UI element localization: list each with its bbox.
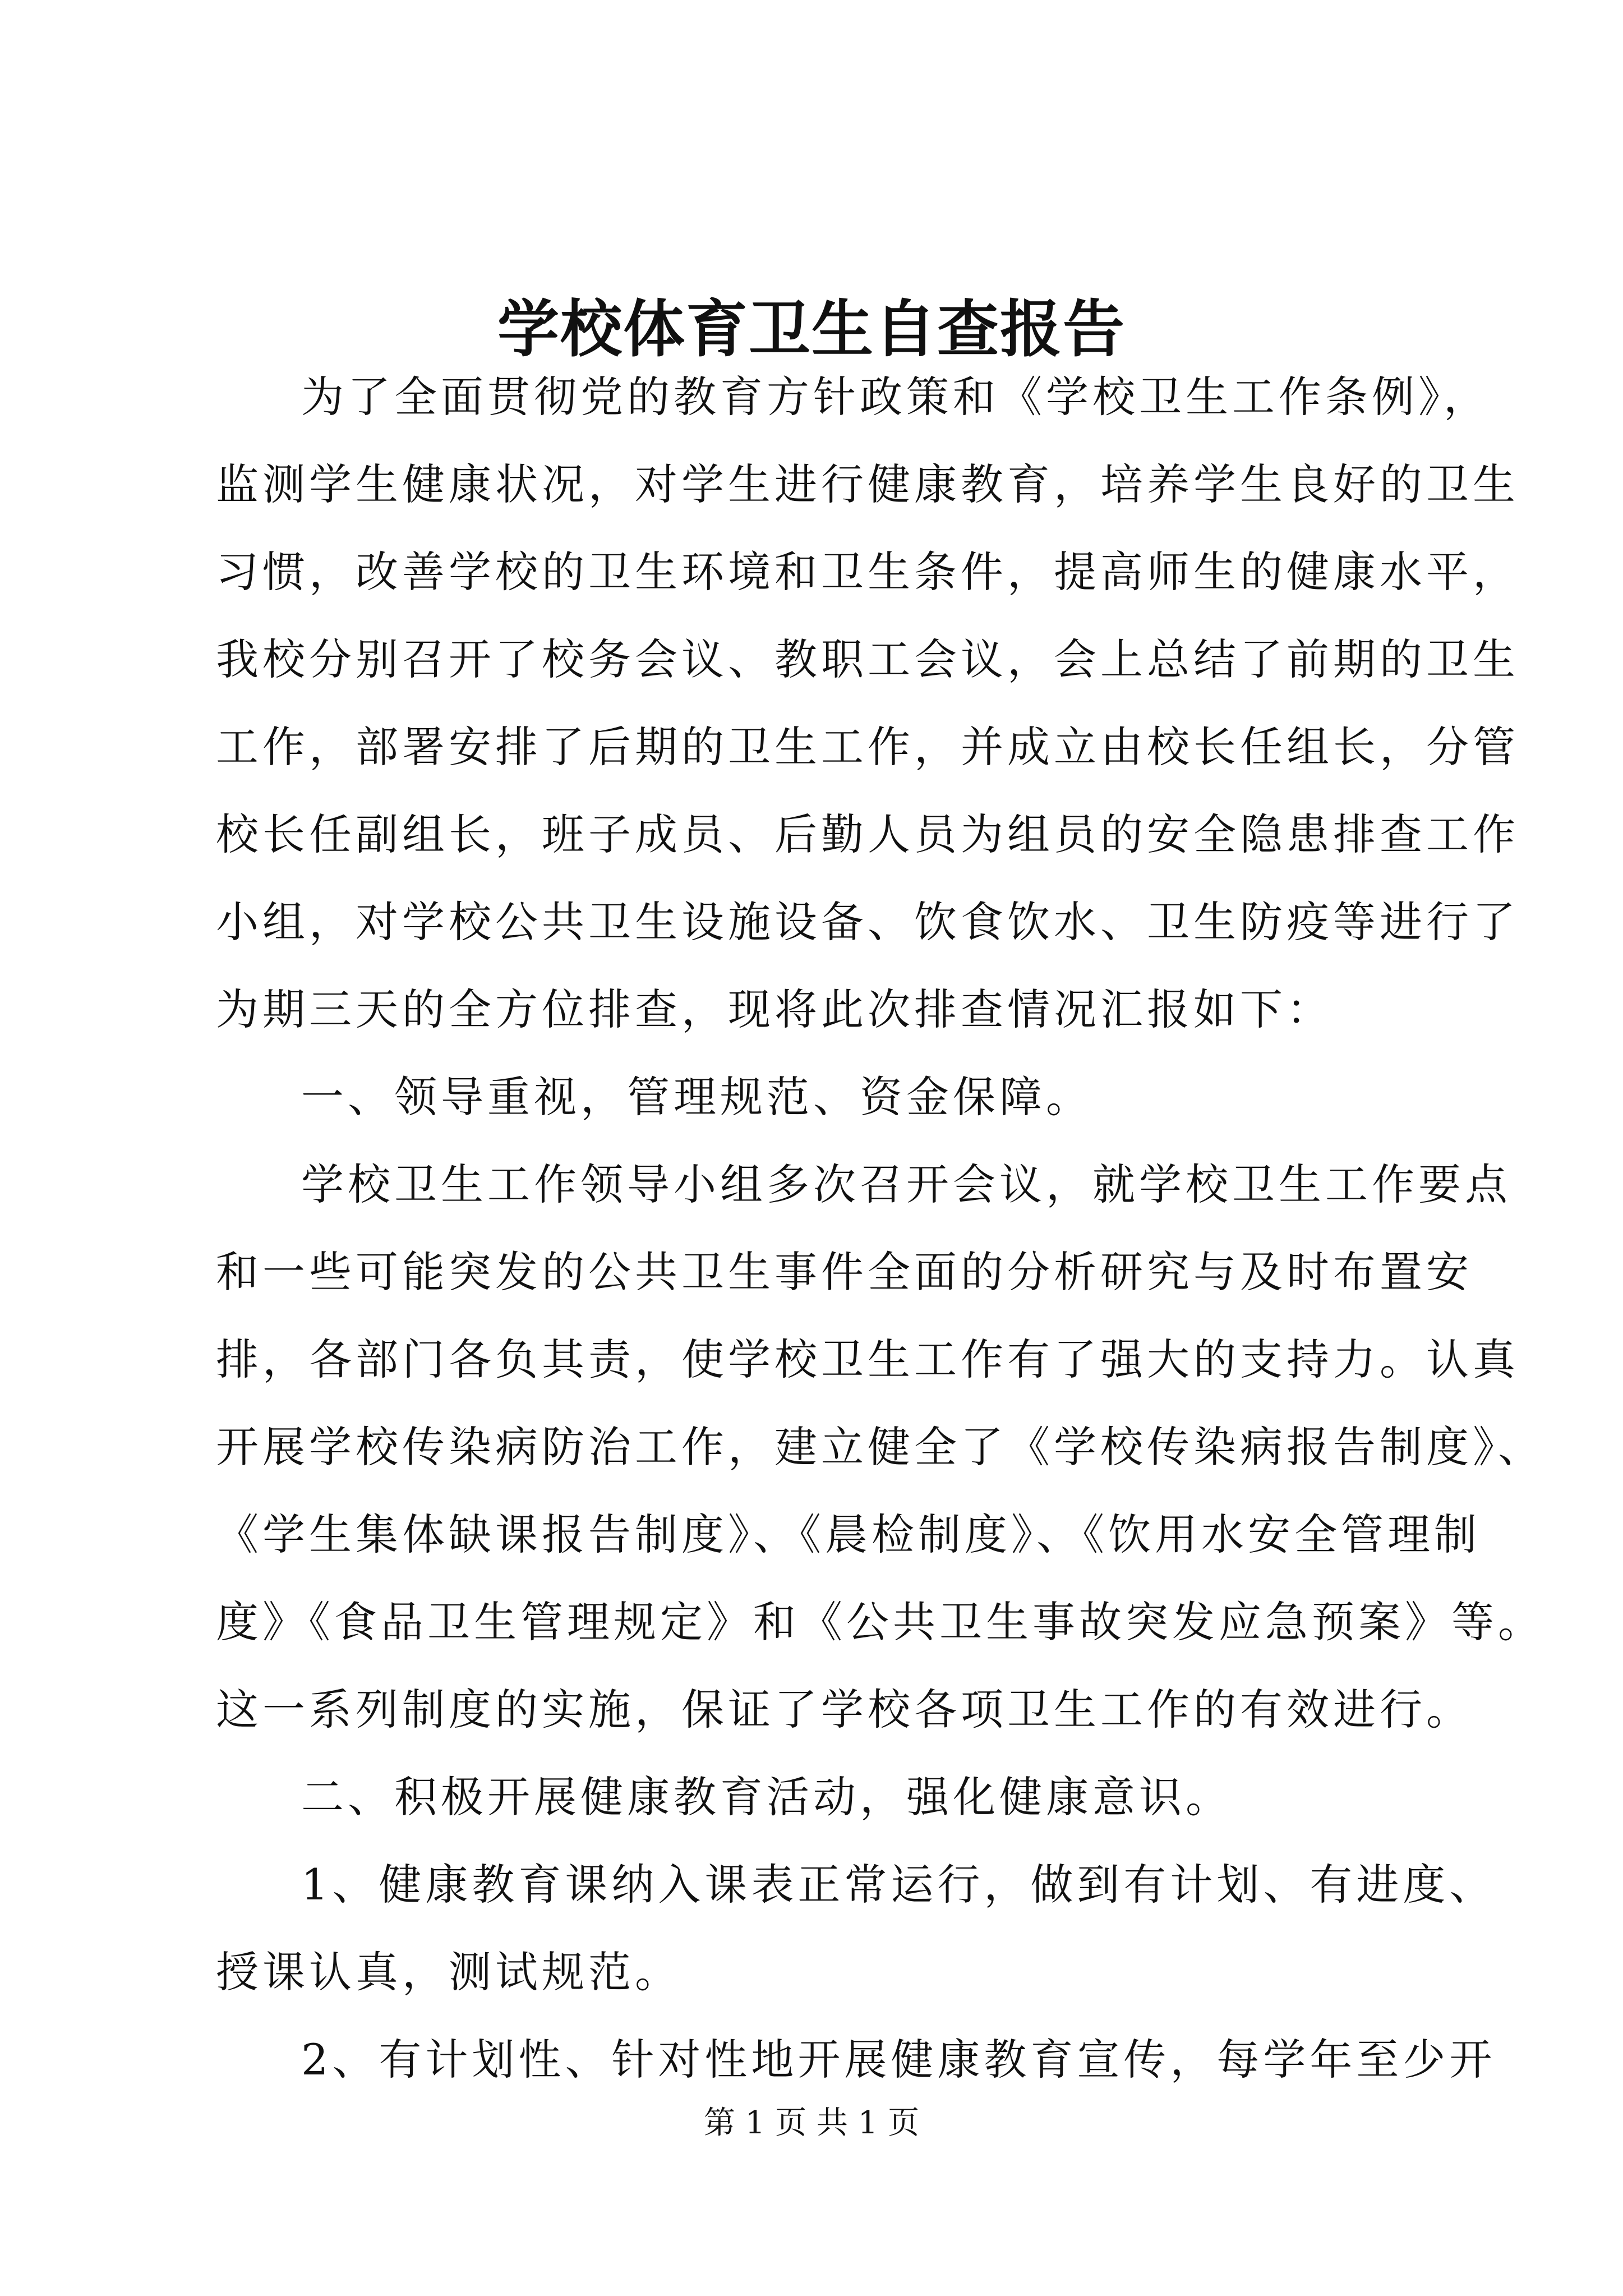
paragraph-line: 为了全面贯彻党的教育方针政策和《学校卫生工作条例》， bbox=[301, 372, 1490, 422]
paragraph-line: 学校卫生工作领导小组多次召开会议，就学校卫生工作要点 bbox=[301, 1159, 1511, 1209]
paragraph-line: 和一些可能突发的公共卫生事件全面的分析研究与及时布置安 bbox=[216, 1247, 1473, 1297]
paragraph-line: 小组，对学校公共卫生设施设备、饮食饮水、卫生防疫等进行了 bbox=[216, 897, 1519, 947]
paragraph-line: 《学生集体缺课报告制度》、《晨检制度》、《饮用水安全管理制 bbox=[216, 1510, 1481, 1559]
paragraph-line: 工作，部署安排了后期的卫生工作，并成立由校长任组长，分管 bbox=[216, 722, 1519, 772]
page-footer: 第 1 页 共 1 页 bbox=[703, 2105, 920, 2141]
paragraph-line: 校长任副组长，班子成员、后勤人员为组员的安全隐患排查工作 bbox=[216, 809, 1519, 859]
document-title: 学校体育卫生自查报告 bbox=[497, 293, 1126, 365]
paragraph-line: 我校分别召开了校务会议、教职工会议，会上总结了前期的卫生 bbox=[216, 634, 1519, 684]
list-item-line: 1、健康教育课纳入课表正常运行，做到有计划、有进度、 bbox=[301, 1860, 1496, 1910]
paragraph-line: 这一系列制度的实施，保证了学校各项卫生工作的有效进行。 bbox=[216, 1685, 1473, 1734]
paragraph-line: 监测学生健康状况，对学生进行健康教育，培养学生良好的卫生 bbox=[216, 459, 1519, 509]
paragraph-line: 排，各部门各负其责，使学校卫生工作有了强大的支持力。认真 bbox=[216, 1335, 1519, 1384]
paragraph-line: 习惯，改善学校的卫生环境和卫生条件，提高师生的健康水平， bbox=[216, 547, 1519, 597]
list-item-line: 授课认真，测试规范。 bbox=[216, 1947, 681, 1997]
document-body bbox=[216, 353, 1544, 2104]
section-heading: 二、积极开展健康教育活动，强化健康意识。 bbox=[301, 1772, 1232, 1822]
paragraph-line: 为期三天的全方位排查，现将此次排查情况汇报如下： bbox=[216, 984, 1333, 1034]
list-item-line: 2、有计划性、针对性地开展健康教育宣传，每学年至少开 bbox=[301, 2035, 1496, 2085]
section-heading: 一、领导重视，管理规范、资金保障。 bbox=[301, 1072, 1092, 1122]
paragraph-line: 度》《食品卫生管理规定》和《公共卫生事故突发应急预案》等。 bbox=[216, 1597, 1544, 1647]
paragraph-line: 开展学校传染病防治工作，建立健全了《学校传染病报告制度》、 bbox=[216, 1422, 1544, 1472]
